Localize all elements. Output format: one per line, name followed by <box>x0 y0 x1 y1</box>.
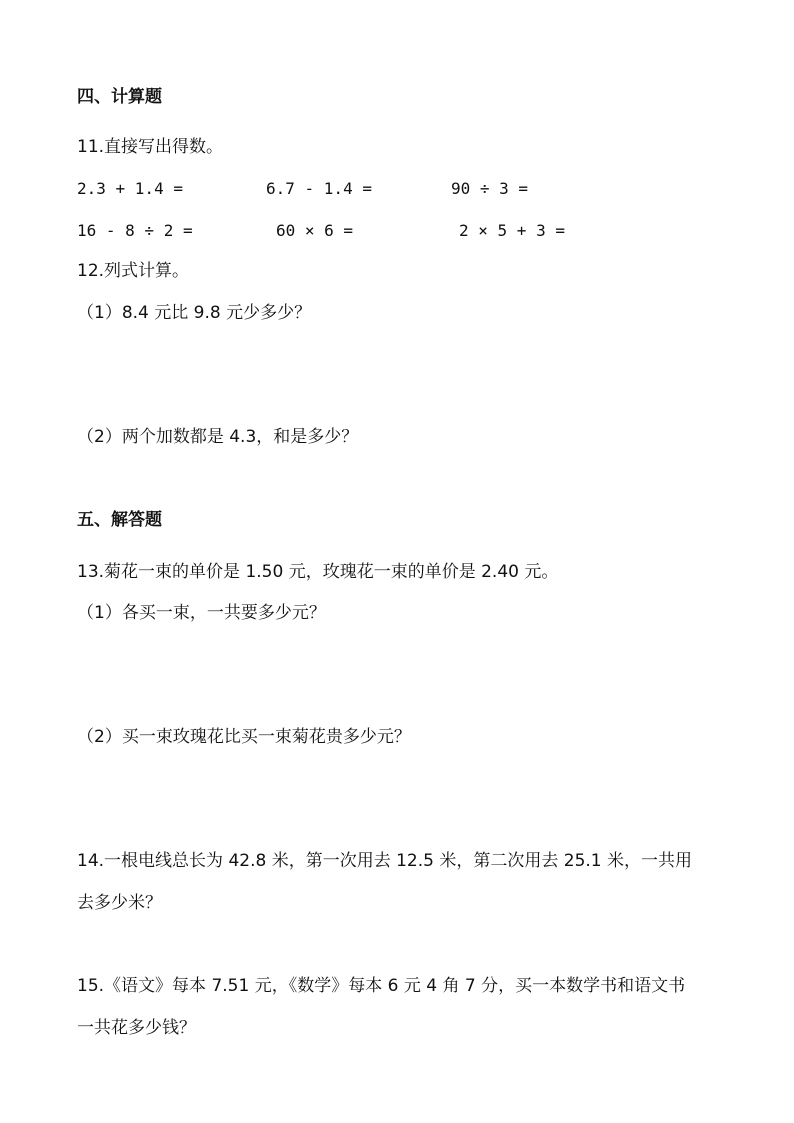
question-11-text: 11.直接写出得数。 <box>77 137 224 157</box>
calc-item: 6.7 - 1.4 = <box>266 179 372 198</box>
calc-item: 16 - 8 ÷ 2 = <box>77 221 193 240</box>
calc-item: 2.3 + 1.4 = <box>77 179 183 198</box>
question-15-line-2: 一共花多少钱？ <box>77 1018 196 1038</box>
calc-item: 60 × 6 = <box>276 221 354 240</box>
question-13-text: 13.菊花一束的单价是 1.50 元，玫瑰花一束的单价是 2.40 元。 <box>77 562 559 582</box>
question-12-text: 12.列式计算。 <box>77 261 190 281</box>
question-14-line-2: 去多少米？ <box>77 893 162 913</box>
calc-item: 90 ÷ 3 = <box>451 179 529 198</box>
question-14-line-1: 14.一根电线总长为 42.8 米，第一次用去 12.5 米，第二次用去 25.1 米，一共用 <box>77 851 693 871</box>
section-5-heading: 五、解答题 <box>77 510 162 530</box>
question-13-sub-2: （2）买一束玫瑰花比买一束菊花贵多少元？ <box>77 727 411 747</box>
calc-item: 2 × 5 + 3 = <box>459 221 565 240</box>
section-4-heading: 四、计算题 <box>77 87 162 107</box>
question-15-line-1: 15.《语文》每本 7.51 元，《数学》每本 6 元 4 角 7 分，买一本数学书和语文书 <box>77 976 686 996</box>
question-13-sub-1: （1）各买一束，一共要多少元？ <box>77 603 326 623</box>
question-12-sub-2: （2）两个加数都是 4.3，和是多少？ <box>77 427 359 447</box>
question-12-sub-1: （1）8.4 元比 9.8 元少多少？ <box>77 303 312 323</box>
